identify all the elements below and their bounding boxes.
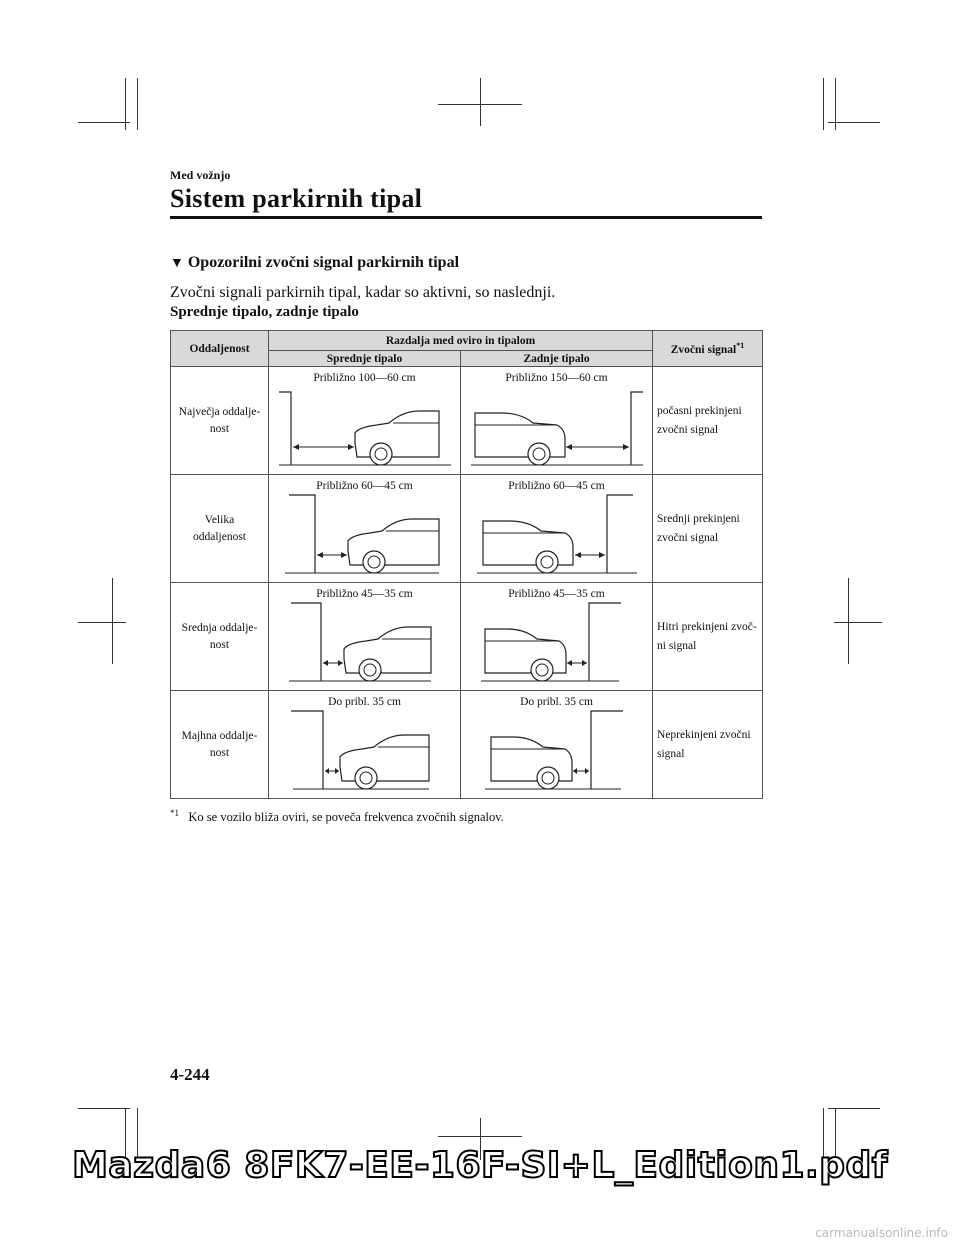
crop-mark <box>834 622 882 623</box>
crop-mark <box>112 578 113 664</box>
footnote <box>170 808 504 825</box>
header-rear: Zadnje tipalo <box>461 351 653 367</box>
title-rule <box>170 216 762 219</box>
front-figure-cell <box>269 367 461 475</box>
crop-mark <box>480 78 481 126</box>
section-label: Med vožnjo <box>170 168 231 182</box>
footnote-text: Ko se vozilo bliža oviri, se poveča frekvenca zvočnih signalov. <box>188 810 504 825</box>
rear-figure-cell <box>461 367 653 475</box>
range-label: Približno 45—35 cm <box>508 588 605 600</box>
signal-cell: Neprekinjeni zvočni signal <box>653 691 763 799</box>
page-title: Sistem parkirnih tipal <box>170 184 423 213</box>
range-label: Do pribl. 35 cm <box>328 696 401 708</box>
footnote-marker: *1 <box>170 808 179 818</box>
front-figure-cell <box>269 475 461 583</box>
rear-car-illustration <box>461 367 653 475</box>
distance-cell: Srednja oddalje-nost <box>171 583 269 691</box>
crop-mark <box>848 578 849 664</box>
crop-mark <box>78 1108 130 1109</box>
range-label: Do pribl. 35 cm <box>520 696 593 708</box>
subheading-text: Opozorilni zvočni signal parkirnih tipal <box>187 254 460 271</box>
triangle-down-icon: ▼ <box>170 256 184 271</box>
front-car-illustration <box>269 475 461 583</box>
range-label: Približno 150—60 cm <box>505 372 608 384</box>
watermark: carmanualsonline.info <box>815 1226 948 1240</box>
crop-mark <box>823 78 824 130</box>
crop-mark <box>78 622 126 623</box>
document-banner: Mazda6 8FK7-EE-16F-SI+L_Edition1.pdf <box>72 1145 888 1186</box>
range-label: Približno 100—60 cm <box>313 372 416 384</box>
rear-figure-cell <box>461 583 653 691</box>
rear-figure-cell <box>461 475 653 583</box>
page-number: 4-244 <box>170 1065 210 1084</box>
footnote-ref: *1 <box>736 341 745 351</box>
crop-mark <box>438 104 522 105</box>
signal-cell: Hitri prekinjeni zvoč-ni signal <box>653 583 763 691</box>
subheading <box>170 254 459 272</box>
distance-cell: Največja oddalje-nost <box>171 367 269 475</box>
header-signal <box>653 331 763 367</box>
crop-mark <box>828 122 880 123</box>
range-label: Približno 60—45 cm <box>316 480 413 492</box>
signal-cell: Srednji prekinjeni zvočni signal <box>653 475 763 583</box>
front-car-illustration <box>269 367 461 475</box>
header-front: Sprednje tipalo <box>269 351 461 367</box>
crop-mark <box>78 122 130 123</box>
intro-text: Zvočni signali parkirnih tipal, kadar so aktivni, so naslednji. <box>170 284 556 301</box>
rear-car-illustration <box>461 475 653 583</box>
signal-cell: počasni prekinjeni zvočni signal <box>653 367 763 475</box>
front-figure-cell <box>269 691 461 799</box>
distance-cell: Velika oddaljenost <box>171 475 269 583</box>
front-car-illustration <box>269 583 461 691</box>
distance-cell: Majhna oddalje-nost <box>171 691 269 799</box>
header-distance: Oddaljenost <box>171 331 269 367</box>
crop-mark <box>828 1108 880 1109</box>
signal-table <box>170 330 763 799</box>
range-label: Približno 60—45 cm <box>508 480 605 492</box>
subcaption: Sprednje tipalo, zadnje tipalo <box>170 304 359 320</box>
header-range-group: Razdalja med oviro in tipalom <box>269 331 653 351</box>
rear-figure-cell <box>461 691 653 799</box>
front-car-illustration <box>269 691 461 799</box>
range-label: Približno 45—35 cm <box>316 588 413 600</box>
crop-mark <box>438 1136 522 1137</box>
header-signal-text: Zvočni signal <box>670 343 737 356</box>
rear-car-illustration <box>461 691 653 799</box>
crop-mark <box>137 78 138 130</box>
rear-car-illustration <box>461 583 653 691</box>
front-figure-cell <box>269 583 461 691</box>
